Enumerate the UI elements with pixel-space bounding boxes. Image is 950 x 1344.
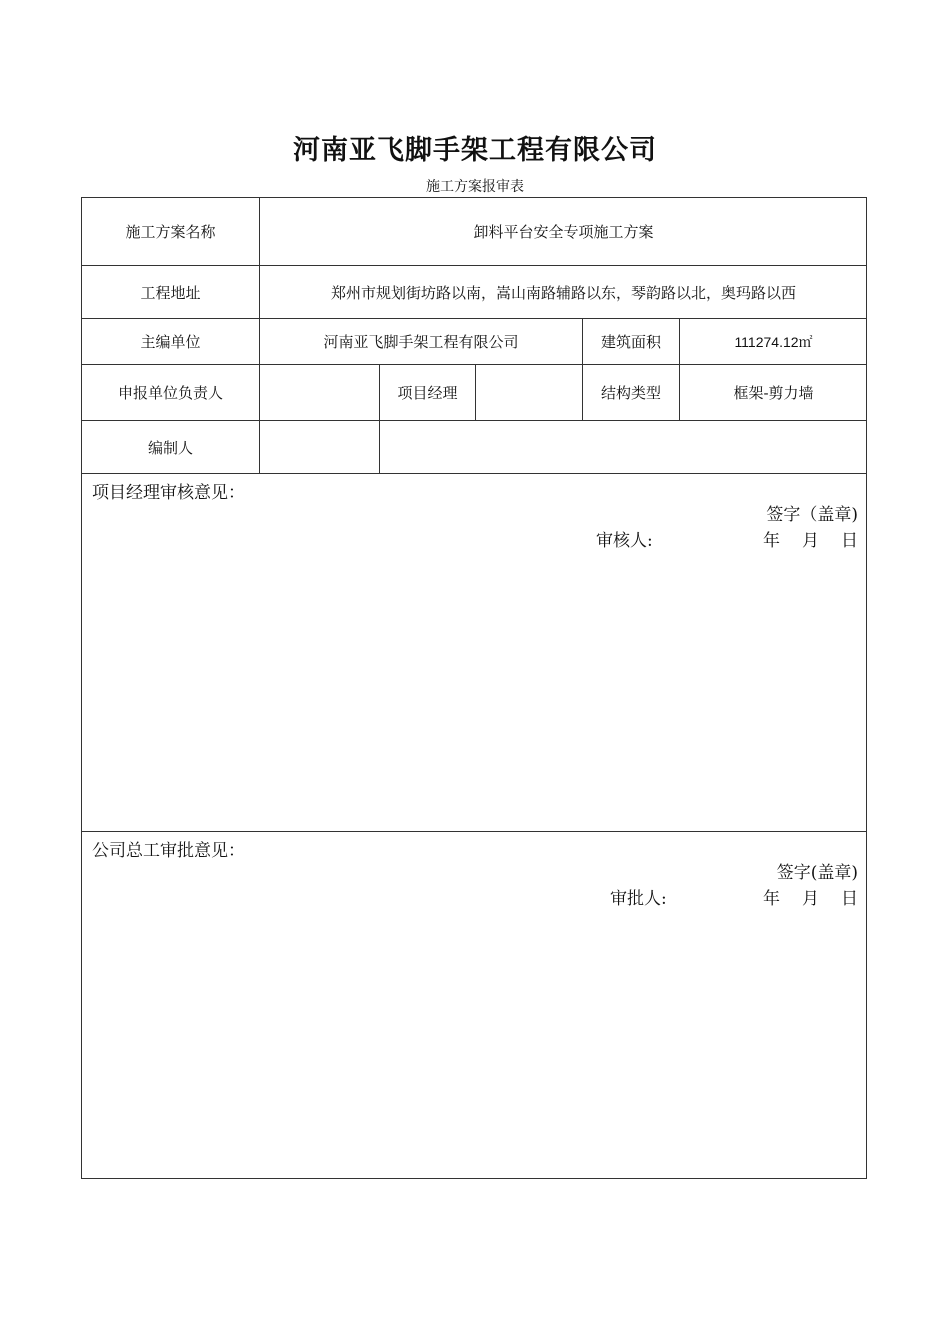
- address-label: 工程地址: [140, 283, 201, 302]
- approval-form: [81, 197, 867, 1179]
- compiler-value: [259, 421, 379, 473]
- area-label: 建筑面积: [582, 319, 679, 364]
- company-title: 河南亚飞脚手架工程有限公司: [293, 135, 657, 166]
- pm-value: [475, 365, 582, 420]
- form-title: 施工方案报审表: [426, 179, 524, 195]
- compiler-blank: [379, 421, 867, 473]
- pm-review-year: 年: [763, 531, 780, 551]
- editor-unit-label: 主编单位: [140, 333, 201, 351]
- editor-unit-value: 河南亚飞脚手架工程有限公司: [259, 319, 582, 364]
- chief-approval-section: [82, 832, 866, 1178]
- pm-review-day: 日: [841, 531, 858, 551]
- row-address: [82, 266, 866, 319]
- pm-label: 项目经理: [379, 365, 475, 420]
- applicant-value: [259, 365, 379, 420]
- applicant-label: 申报单位负责人: [117, 384, 223, 402]
- pm-review-date: [763, 526, 858, 551]
- row-applicant: [82, 365, 866, 421]
- chief-approval-sign: 签字(盖章): [776, 863, 858, 883]
- pm-review-section: [82, 474, 866, 832]
- chief-approval-date: [763, 884, 858, 909]
- chief-approver-label: 审批人:: [610, 889, 667, 909]
- structure-value: 框架-剪力墙: [679, 365, 867, 420]
- plan-name-label: 施工方案名称: [125, 223, 216, 241]
- address-value: 郑州市规划街坊路以南，嵩山南路辅路以东，琴韵路以北，奥玛路以西: [259, 266, 867, 318]
- chief-approval-heading: 公司总工审批意见：: [92, 841, 245, 861]
- row-editor-unit: [82, 319, 866, 365]
- pm-review-sign: 签字（盖章): [766, 505, 858, 525]
- plan-name-value: 卸料平台安全专项施工方案: [259, 198, 867, 265]
- pm-review-heading: 项目经理审核意见：: [92, 483, 245, 503]
- compiler-label: 编制人: [147, 438, 193, 457]
- pm-reviewer-label: 审核人:: [596, 531, 653, 551]
- chief-approval-month: 月: [802, 889, 819, 909]
- row-plan-name: [82, 198, 866, 266]
- area-value: 111274.12㎡: [679, 319, 867, 364]
- pm-review-month: 月: [802, 531, 819, 551]
- structure-label: 结构类型: [582, 365, 679, 420]
- chief-approval-day: 日: [841, 889, 858, 909]
- chief-approval-year: 年: [763, 889, 780, 909]
- row-compiler: [82, 421, 866, 474]
